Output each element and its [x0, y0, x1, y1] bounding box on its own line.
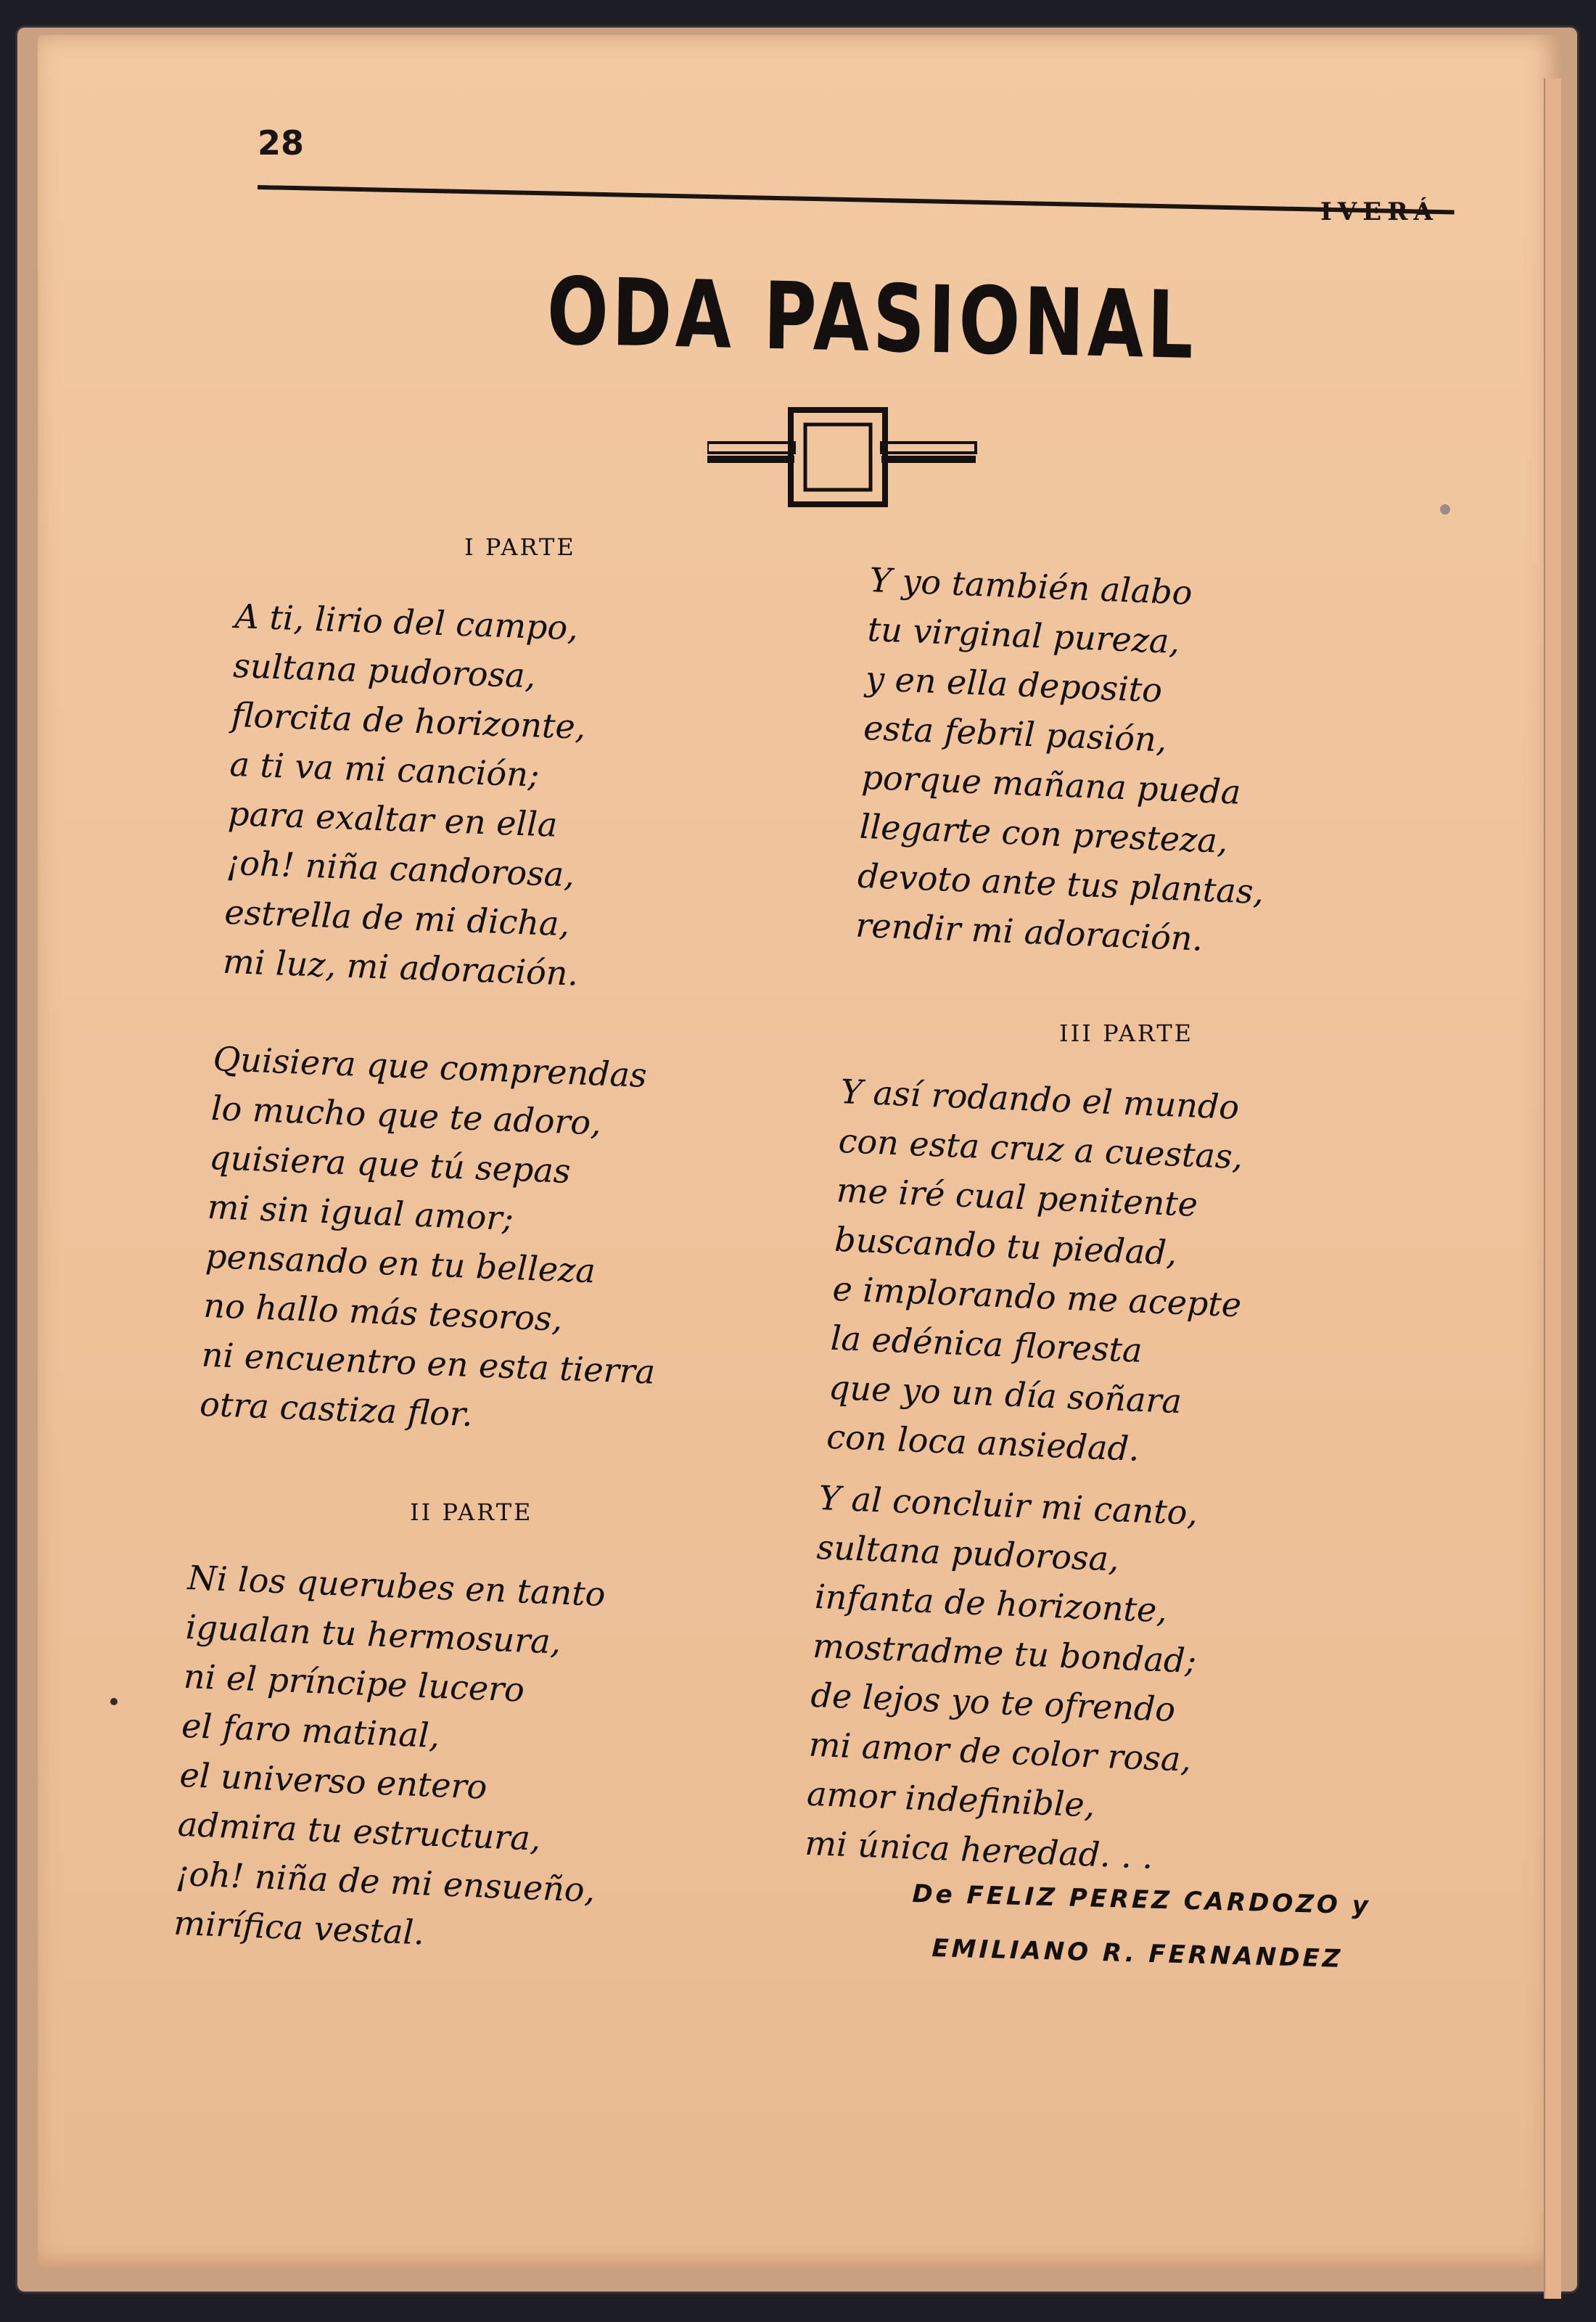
verse-line: amor indefinible,: [806, 1773, 1096, 1825]
running-head: IVERÁ: [1320, 197, 1439, 226]
verse-line: esta febril pasión,: [863, 707, 1168, 760]
page-number: 28: [258, 123, 305, 163]
part-2-stanza-1: [173, 1553, 608, 1964]
verse-line: ni el príncipe lucero: [183, 1656, 525, 1710]
verse-line: que yo un día soñara: [828, 1367, 1183, 1421]
verse-line: Y al concluir mi canto,: [818, 1477, 1199, 1533]
verse-line: mostradme tu bondad;: [812, 1625, 1198, 1681]
verse-line: otra castiza flor.: [199, 1384, 474, 1435]
verse-line: ¡oh! niña de mi ensueño,: [175, 1853, 596, 1910]
verse-line: estrella de mi dicha,: [223, 892, 571, 944]
verse-line: infanta de horizonte,: [814, 1576, 1169, 1630]
part-2-stanza-2: [855, 555, 1277, 966]
verse-line: mi única heredad. . .: [804, 1823, 1154, 1876]
verse-line: mi luz, mi adoración.: [222, 941, 579, 993]
verse-line: Ni los querubes en tanto: [186, 1557, 606, 1615]
verse-line: la edénica floresta: [829, 1318, 1143, 1370]
verse-line: con loca ansiedad.: [826, 1416, 1140, 1469]
verse-line: de lejos yo te ofrendo: [810, 1675, 1177, 1729]
verse-line: quisiera que tú sepas: [208, 1137, 572, 1191]
author-credit-line-2: EMILIANO R. FERNANDEZ: [931, 1934, 1344, 1974]
verse-line: admira tu estructura,: [176, 1804, 542, 1858]
verse-line: Y yo también alabo: [868, 559, 1193, 612]
verse-line: sultana pudorosa,: [232, 645, 537, 696]
part-1-stanza-1: [222, 591, 591, 998]
page-edge: [1544, 78, 1561, 2299]
verse-line: el faro matinal,: [181, 1705, 441, 1756]
paper-speck: [1440, 504, 1450, 514]
verse-line: ¡oh! niña candorosa,: [226, 842, 575, 895]
verse-line: buscando tu piedad,: [834, 1219, 1178, 1273]
verse-line: igualan tu hermosura,: [184, 1607, 562, 1662]
verse-line: pensando en tu belleza: [205, 1236, 596, 1291]
verse-line: me iré cual penitente: [836, 1170, 1199, 1224]
verse-line: A ti, lirio del campo,: [234, 596, 579, 648]
verse-line: devoto ante tus plantas,: [857, 856, 1265, 912]
verse-line: mirífica vestal.: [173, 1903, 425, 1953]
verse-line: mi amor de color rosa,: [807, 1724, 1193, 1779]
verse-line: para exaltar en ella: [227, 793, 559, 845]
part-1-heading: I PARTE: [464, 533, 576, 561]
part-3-stanza-2: [804, 1473, 1203, 1883]
author-credit-line-1: De FELIZ PEREZ CARDOZO y: [911, 1879, 1372, 1921]
paper-speck: [110, 1698, 118, 1705]
verse-line: Quisiera que comprendas: [212, 1038, 648, 1095]
verse-line: a ti va mi canción;: [229, 744, 540, 795]
part-3-heading: III PARTE: [1059, 1020, 1194, 1047]
verse-line: Y así rodando el mundo: [839, 1071, 1241, 1128]
verse-line: tu virginal pureza,: [866, 609, 1181, 662]
verse-line: ni encuentro en esta tierra: [200, 1334, 657, 1392]
verse-line: el universo entero: [178, 1755, 488, 1807]
verse-line: e implorando me acepte: [831, 1268, 1243, 1325]
part-3-stanza-1: [826, 1067, 1250, 1477]
page-title: ODA PASIONAL: [546, 258, 1198, 381]
verse-line: y en ella deposito: [865, 658, 1164, 710]
verse-line: florcita de horizonte,: [231, 694, 587, 747]
verse-line: llegarte con presteza,: [858, 806, 1229, 861]
verse-line: rendir mi adoración.: [855, 905, 1204, 959]
verse-line: sultana pudorosa,: [815, 1527, 1120, 1579]
verse-line: con esta cruz a cuestas,: [837, 1120, 1244, 1177]
part-2-heading: II PARTE: [410, 1498, 533, 1526]
verse-line: porque mañana pueda: [860, 757, 1242, 812]
verse-line: lo mucho que te adoro,: [210, 1088, 602, 1143]
verse-line: no hallo más tesoros,: [202, 1285, 564, 1339]
part-1-stanza-2: [199, 1034, 667, 1446]
decorative-ornament-icon: [707, 403, 998, 512]
verse-line: mi sin igual amor;: [206, 1186, 514, 1239]
